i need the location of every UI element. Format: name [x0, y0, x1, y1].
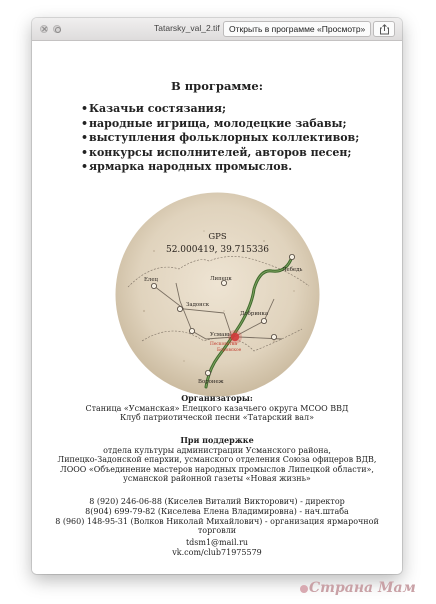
- support-title: При поддержке: [180, 435, 254, 445]
- map-background: [116, 193, 320, 397]
- support-line: ЛООО «Объединение мастеров народных промыслов Липецкой области»,: [60, 464, 374, 474]
- support-block: [32, 436, 402, 484]
- city-node-zadonsk: [177, 306, 182, 311]
- city-node-west: [189, 328, 194, 333]
- watermark-text: Страна Мам: [309, 580, 416, 596]
- contact-line: 8 (960) 148-95-31 (Волков Николай Михайлович) - организация ярмарочной: [55, 516, 379, 526]
- watermark-dot-icon: [300, 585, 308, 593]
- program-item: • выступления фольклорных коллективов;: [81, 131, 359, 146]
- support-line: усманской районной газеты «Новая жизнь»: [123, 474, 311, 484]
- contacts-block: [32, 497, 402, 558]
- contact-line: торговли: [197, 526, 237, 536]
- open-in-preview-button[interactable]: Открыть в программе «Просмотр»: [223, 21, 371, 37]
- program-item: • народные игрища, молодецкие забавы;: [81, 117, 359, 132]
- label-lebedyan: Лебедь: [282, 267, 303, 273]
- organizers-line: Станица «Усманская» Елецкого казачьего округа МСОО ВВД: [85, 403, 349, 413]
- share-button[interactable]: [373, 21, 395, 37]
- gps-label: GPS: [208, 232, 227, 242]
- route-map-illustration: [114, 191, 321, 398]
- city-node-lebedyan: [289, 254, 294, 259]
- contact-line: 8(904) 699-79-82 (Киселева Елена Владимировна) - нач.штаба: [85, 506, 349, 516]
- support-line: отдела культуры администрации Усманского района,: [103, 445, 331, 455]
- site-watermark: [300, 580, 416, 596]
- contact-line: 8 (920) 246-06-88 (Киселев Виталий Викторович) - директор: [89, 497, 345, 506]
- contact-email: tdsm1@mail.ru: [185, 538, 249, 548]
- preview-window: [32, 18, 402, 574]
- label-zadonsk: Задонск: [186, 302, 210, 308]
- window-filename: Tatarsky_val_2.tif: [154, 23, 220, 33]
- organizers-line: Клуб патриотической песни «Татарский вал»: [119, 413, 315, 423]
- program-item: • ярмарка народных промыслов.: [81, 160, 359, 175]
- label-village-1: Песковатка: [210, 342, 238, 347]
- route-map: [114, 191, 321, 398]
- label-usman: Усмань: [210, 332, 231, 338]
- label-lipetsk: Липецк: [210, 276, 232, 282]
- fullscreen-window-button[interactable]: [53, 25, 61, 33]
- program-item: • конкурсы исполнителей, авторов песен;: [81, 146, 359, 161]
- contact-vk: vk.com/club71975579: [172, 547, 262, 557]
- label-village-2: Боровское: [217, 348, 242, 353]
- program-item: • Казачьи состязания;: [81, 102, 359, 117]
- close-window-button[interactable]: [40, 25, 48, 33]
- organizers-title: Организаторы:: [181, 393, 253, 403]
- gps-coordinates: 52.000419, 39.715336: [165, 245, 270, 255]
- support-line: Липецко-Задонской епархии, усманского отделения Союза офицеров ВДВ,: [57, 455, 377, 465]
- city-node-east: [271, 334, 276, 339]
- share-icon: [379, 24, 390, 35]
- city-node-dobrinka: [261, 318, 266, 323]
- program-list: [81, 102, 359, 175]
- title-bar: [32, 18, 402, 41]
- organizers-block: [32, 394, 402, 423]
- document-page: [32, 42, 402, 574]
- label-voronezh: Воронеж: [198, 379, 224, 385]
- city-node-elets: [151, 283, 156, 288]
- city-node-voronezh: [205, 370, 210, 375]
- program-heading: В программе:: [171, 79, 263, 93]
- label-dobrinka: Добринка: [240, 311, 269, 317]
- label-elets: Елец: [144, 277, 159, 283]
